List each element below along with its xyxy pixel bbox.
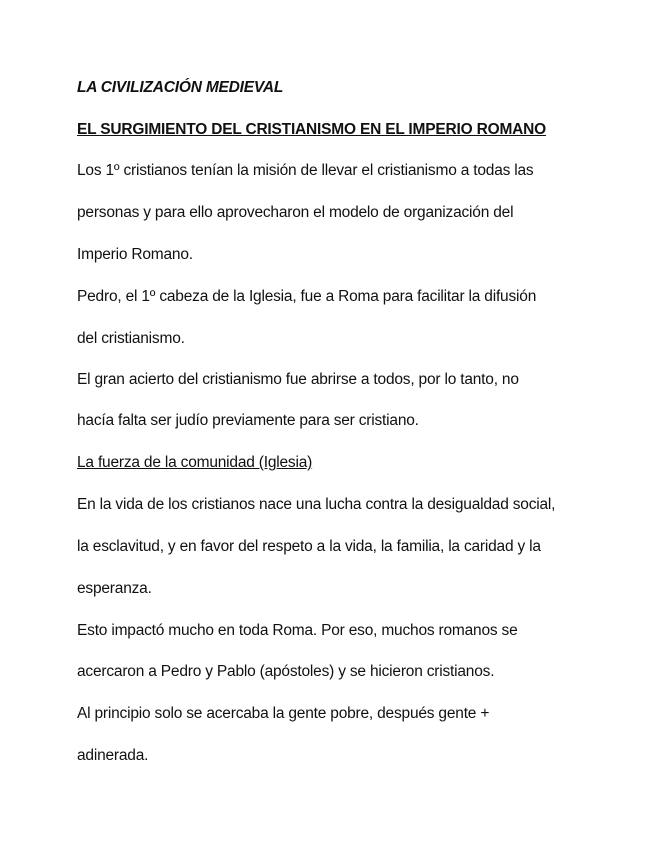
paragraph-line: adinerada. bbox=[77, 747, 149, 764]
paragraph-line: del cristianismo. bbox=[77, 330, 185, 347]
paragraph-line: Los 1º cristianos tenían la misión de llevar el cristianismo a todas las bbox=[77, 162, 534, 179]
paragraph-line: Imperio Romano. bbox=[77, 246, 193, 263]
paragraph-line: El gran acierto del cristianismo fue abrirse a todos, por lo tanto, no bbox=[77, 371, 519, 388]
paragraph-line: personas y para ello aprovecharon el modelo de organización del bbox=[77, 204, 514, 221]
subsection-heading: La fuerza de la comunidad (Iglesia) bbox=[77, 454, 313, 471]
paragraph-line: Pedro, el 1º cabeza de la Iglesia, fue a Roma para facilitar la difusión bbox=[77, 288, 537, 305]
paragraph-line: la esclavitud, y en favor del respeto a la vida, la familia, la caridad y la bbox=[77, 538, 541, 555]
document-title: LA CIVILIZACIÓN MEDIEVAL bbox=[77, 79, 284, 96]
paragraph-line: Esto impactó mucho en toda Roma. Por eso, muchos romanos se bbox=[77, 622, 518, 639]
section-heading: EL SURGIMIENTO DEL CRISTIANISMO EN EL IMPERIO ROMANO bbox=[77, 121, 546, 138]
paragraph-line: acercaron a Pedro y Pablo (apóstoles) y se hicieron cristianos. bbox=[77, 663, 495, 680]
paragraph-line: En la vida de los cristianos nace una lucha contra la desigualdad social, bbox=[77, 496, 556, 513]
paragraph-line: hacía falta ser judío previamente para ser cristiano. bbox=[77, 412, 419, 429]
paragraph-line: esperanza. bbox=[77, 580, 152, 597]
paragraph-line: Al principio solo se acercaba la gente pobre, después gente + bbox=[77, 705, 490, 722]
